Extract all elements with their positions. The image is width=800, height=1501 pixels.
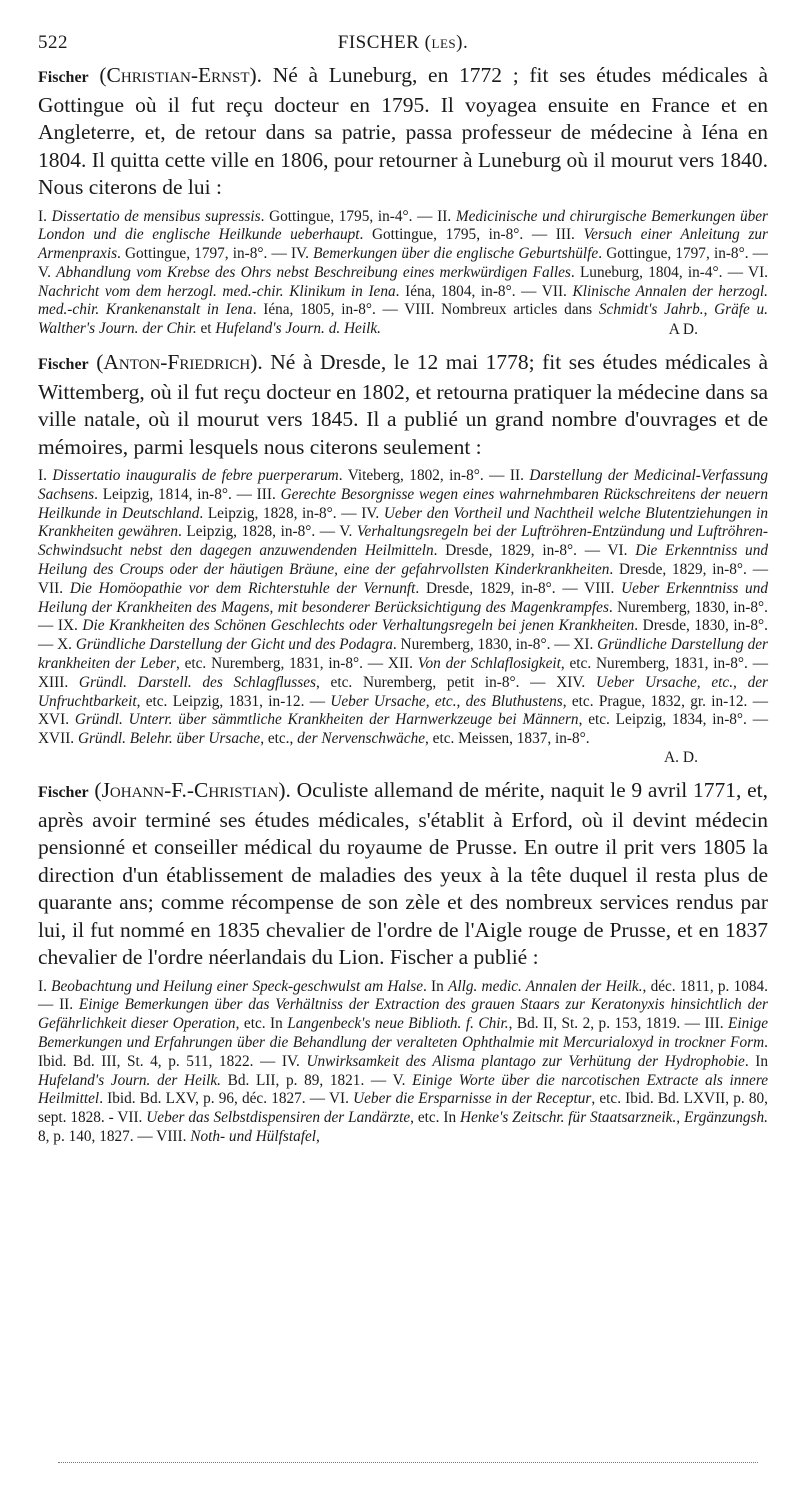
- work-citation: , etc.,: [260, 730, 298, 748]
- work-citation: . Dresde, 1829, in-8°. — VIII.: [415, 579, 622, 597]
- work-title: Unwirksamkeit des Alisma plantago zur Verhütung der Hydrophobie: [306, 1052, 745, 1070]
- entry-intro-text: Oculiste allemand de mérite, naquit le 9 avril 1771, et, après avoir terminé ses études médicales, s'établit à Erford, où il devint médecin pensionné et conseiller médical du royaume de Prusse. En outre il prit vers 1805 la direction d'un établissement de maladies des yeux à la tête duquel il resta plus de quarante ans; comme récompense de son zèle et des nombreux services rendus par lui, il fut nommé en 1835 chevalier de l'ordre de l'Aigle rouge de Prusse, et en 1837 chevalier de l'ordre néerlandais du Lion. Fischer a publié :: [38, 778, 769, 970]
- entry-intro-text: Né à Luneburg, en 1772 ; fit ses études médicales à Gottingue où il fut reçu docteur en 1795. Il voyagea ensuite en France et en Angleterre, et, de retour dans sa patrie, passa professeur de médecine à Iéna en 1804. Il quitta cette ville en 1806, pour retourner à Luneburg où il mourut vers 1840. Nous citerons de lui :: [38, 63, 768, 199]
- work-citation: . Gottingue, 1795, in-8°. — III.: [359, 226, 584, 244]
- work-title: Gründl. Belehr. über Ursache: [77, 730, 261, 748]
- work-title: Gräfe u. Walther's Journ. der Chir.: [38, 301, 768, 338]
- work-title: Allg. medic. Annalen der Heilk.: [448, 977, 643, 995]
- work-citation: . Nuremberg, 1830, in-8°. — IX.: [38, 598, 768, 635]
- work-title: der Nervenschwäche: [297, 730, 426, 748]
- entry-headword: Fischer: [38, 69, 89, 86]
- work-citation: , Bd. II, St. 2, p. 153, 1819. — III.: [508, 1015, 729, 1033]
- entry-works: [38, 978, 768, 1147]
- work-citation: 8, p. 140, 1827. — VIII.: [38, 1127, 191, 1145]
- work-title: Nachricht vom dem herzogl. med.-chir. Klinikum in Iena: [38, 282, 396, 300]
- work-title: Gründliche Darstellung der krankheiten der Leber: [38, 636, 768, 673]
- work-title: Langenbeck's neue Biblioth. f. Chir.: [287, 1015, 509, 1033]
- work-citation: . Iéna, 1805, in-8°. — VIII. Nombreux articles dans: [252, 301, 599, 319]
- work-citation: . Gottingue, 1797, in-8°. — V.: [38, 245, 768, 281]
- work-citation: . Dresde, 1830, in-8°. — X.: [38, 617, 768, 654]
- work-title: Gründl. Unterr. über sämmtliche Krankheiten der Harnwerkzeuge bei Männern: [74, 711, 579, 729]
- work-title: Dissertatio de mensibus supressis: [51, 207, 261, 225]
- work-citation: , etc. In: [410, 1109, 460, 1127]
- work-citation: . Gottingue, 1795, in-4°. — II.: [260, 207, 456, 225]
- entry-forename: (Christian-Ernst).: [99, 63, 263, 87]
- work-title: Hufeland's Journ. d. Heilk.: [215, 320, 381, 338]
- work-title: Ueber die Ersparnisse in der Receptur: [353, 1090, 592, 1108]
- work-title: Abhandlung vom Krebse des Ohrs nebst Beschreibung eines merkwürdigen Falles: [56, 263, 571, 281]
- entry-forename: (Anton-Friedrich).: [96, 350, 263, 375]
- work-title: Verhaltungsregeln bei der Luftröhren-Entzündung und Luftröhren-Schwindsucht nebst den dagegen anzuwendenden Heilmitteln: [38, 523, 769, 560]
- work-citation: Bd. LII, p. 89, 1821. — V.: [220, 1071, 413, 1089]
- bottom-rule: [58, 1462, 758, 1463]
- work-citation: I.: [38, 977, 52, 995]
- work-title: Beobachtung und Heilung einer Speck-geschwulst am Halse: [51, 977, 424, 995]
- work-title: Gründl. Darstell. des Schlagflusses: [78, 673, 316, 691]
- work-citation: et: [196, 320, 216, 338]
- work-citation: ,: [703, 301, 715, 319]
- running-head-name: FISCHER: [337, 32, 420, 53]
- work-citation: , etc. Prague, 1832, gr. in-12. — XVI.: [38, 692, 768, 729]
- work-title: Henke's Zeitschr. für Staatsarzneik., Ergänzungsh.: [460, 1109, 768, 1127]
- work-citation: , déc. 1811, p. 1084. — II.: [38, 977, 768, 1014]
- work-citation: , etc. Ibid. Bd. LXVII, p. 80, sept. 1828. - VII.: [38, 1090, 769, 1127]
- work-title: Die Homöopathie vor dem Richterstuhle der Vernunft: [69, 579, 416, 597]
- work-citation: . Ibid. Bd. III, St. 4, p. 511, 1822. — IV.: [38, 1033, 768, 1070]
- entry-intro-text: Né à Dresde, le 12 mai 1778; fit ses études médicales à Wittemberg, où il fut reçu docteur en 1802, et retourna pratiquer la médecine dans sa ville natale, où il mourut vers 1845. Il a publié un grand nombre d'ouvrages et de mémoires, parmi lesquels nous citerons seulement :: [38, 350, 768, 459]
- entry-headword: Fischer: [38, 784, 89, 802]
- work-title: Ueber Ursache, etc., der Unfruchtbarkeit: [38, 673, 768, 710]
- work-citation: , etc. Nuremberg, 1831, in-8°. — XII.: [175, 655, 418, 673]
- entry-intro: [38, 777, 768, 972]
- work-title: Dissertatio inauguralis de febre puerperarum: [52, 467, 339, 485]
- work-citation: . In: [423, 977, 448, 995]
- work-title: Medicinische und chirurgische Bemerkungen über London und die englische Heilkunde ueberhaupt: [38, 207, 768, 244]
- entry-intro: [38, 349, 768, 461]
- running-head-suffix: (les).: [424, 32, 469, 53]
- work-title: Einige Worte über die narcotischen Extracte als innere Heilmittel: [38, 1071, 769, 1108]
- entry-works: [38, 467, 768, 749]
- work-title: Klinische Annalen der herzogl. med.-chir. Krankenanstalt in Iena: [38, 282, 768, 319]
- entry-signature: A. D.: [663, 749, 698, 767]
- work-citation: . In: [744, 1052, 768, 1070]
- work-citation: , etc. Nuremberg, 1831, in-8°. — XIII.: [38, 655, 768, 691]
- entry-signature: A D.: [668, 321, 698, 339]
- entry-anton-friedrich: [38, 349, 768, 767]
- work-citation: . Gottingue, 1797, in-8°. — IV.: [117, 245, 314, 263]
- work-title: Einige Bemerkungen über das Verhältniss der Extraction des grauen Staars zur Keratonyxis hinsichtlich der Gefährlichkeit dieser Operation: [38, 996, 768, 1033]
- work-citation: . Leipzig, 1828, in-8°. — V.: [177, 523, 357, 541]
- work-title: Ueber den Vortheil und Nachtheil welche Blutentziehungen in Krankheiten gewähren: [38, 504, 769, 541]
- work-citation: . Ibid. Bd. LXV, p. 96, déc. 1827. — VI.: [99, 1090, 354, 1108]
- work-citation: , etc. In: [235, 1015, 288, 1033]
- entry-works: [38, 208, 768, 340]
- entry-forename: (Johann-F.-Christian).: [94, 778, 291, 803]
- page-number: 522: [38, 32, 68, 53]
- work-citation: . Viteberg, 1802, in-8°. — II.: [338, 467, 530, 485]
- work-title: Die Krankheiten des Schönen Geschlechts oder Verhaltungsregeln bei jenen Krankheiten: [82, 617, 635, 635]
- entry-intro: [38, 62, 768, 202]
- work-citation: , etc. Nuremberg, petit in-8°. — XIV.: [315, 673, 596, 691]
- work-citation: , etc. Meissen, 1837, in-8°.: [425, 730, 590, 748]
- work-citation: . Luneburg, 1804, in-4°. — VI.: [570, 263, 768, 281]
- work-title: Versuch einer Anleitung zur Armenpraxis: [38, 226, 769, 263]
- work-citation: . Nuremberg, 1830, in-8°. — XI.: [392, 636, 598, 654]
- work-citation: I.: [38, 207, 52, 225]
- entry-headword: Fischer: [38, 356, 89, 374]
- work-title: Schmidt's Jahrb.: [598, 301, 704, 319]
- work-title: Darstellung der Medicinal-Verfassung Sachsens: [38, 467, 768, 503]
- work-title: Die Erkenntniss und Heilung des Croups oder der häutigen Bräune, eine der gefahrvollsten Kinderkrankheiten: [38, 542, 768, 579]
- entry-christian-ernst: [38, 62, 768, 339]
- work-title: Gerechte Besorgnisse wegen eines wahrnehmbaren Rückschreitens der neuern Heilkunde in Deutschland: [38, 485, 768, 522]
- work-title: Ueber Erkenntniss und Heilung der Krankheiten des Magens, mit besonderer Berücksichtigung des Magenkrampfes: [38, 579, 768, 616]
- work-citation: . Dresde, 1829, in-8°. — VII.: [38, 561, 768, 597]
- work-citation: . Iéna, 1804, in-8°. — VII.: [395, 282, 573, 300]
- work-citation: , etc. Leipzig, 1831, in-12. —: [136, 692, 331, 710]
- work-citation: , etc. Leipzig, 1834, in-8°. — XVII.: [38, 711, 768, 748]
- work-title: Noth- und Hülfstafel,: [190, 1127, 320, 1145]
- work-citation: . Leipzig, 1828, in-8°. — IV.: [199, 504, 384, 522]
- work-title: Einige Bemerkungen und Erfahrungen über die Behandlung der veralteten Ophthalmie mit Mercurialoxyd in trockner Form: [38, 1015, 768, 1051]
- running-head: [38, 32, 768, 54]
- work-title: Gründliche Darstellung der Gicht und des Podagra: [75, 636, 393, 654]
- work-title: Ueber Ursache, etc., des Bluthustens: [330, 692, 563, 710]
- work-title: Hufeland's Journ. der Heilk.: [38, 1071, 221, 1089]
- work-citation: I.: [38, 467, 53, 485]
- work-title: Ueber das Selbstdispensiren der Landärzte: [146, 1109, 411, 1127]
- work-title: Bemerkungen über die englische Geburtshülfe: [313, 245, 599, 263]
- work-citation: . Dresde, 1829, in-8°. — VI.: [433, 542, 636, 560]
- document-page: [38, 28, 768, 1157]
- entry-johann-christian: [38, 777, 768, 1147]
- page-header: [38, 28, 768, 62]
- work-title: Von der Schlaflosigkeit: [417, 655, 561, 673]
- work-citation: . Leipzig, 1814, in-8°. — III.: [94, 485, 281, 503]
